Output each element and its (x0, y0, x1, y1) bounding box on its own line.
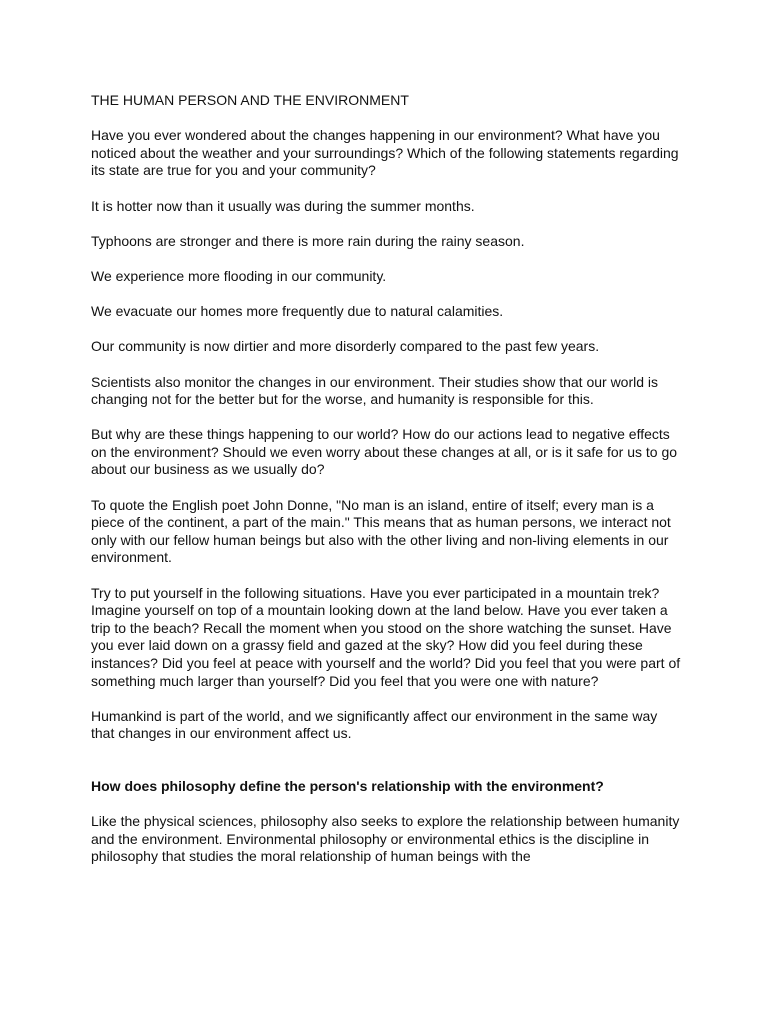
intro-paragraph: Have you ever wondered about the changes happening in our environment? What have you noticed about the weather and your surroundings? Which of the following statements regarding its state are true for you and your community? (91, 127, 679, 179)
statement-item: We experience more flooding in our community. (91, 267, 387, 284)
statement-item: We evacuate our homes more frequently due to natural calamities. (91, 303, 504, 320)
donne-quote-paragraph: To quote the English poet John Donne, "No man is an island, entire of itself; every man is a piece of the continent, a part of the main." This means that as human persons, we interact not only with our fellow human beings but also with the other living and non-living elements in our environment. (91, 496, 671, 566)
statement-item: Typhoons are stronger and there is more rain during the rainy season. (91, 232, 525, 249)
philosophy-paragraph: Like the physical sciences, philosophy also seeks to explore the relationship between humanity and the environment. Environmental philosophy or environmental ethics is the discipline in philosophy that studies the moral relationship of human beings with the (91, 813, 680, 865)
why-paragraph: But why are these things happening to our world? How do our actions lead to negative effects on the environment? Should we even worry about these changes at all, or is it safe for us to go about our business as we usually do? (91, 426, 678, 478)
statement-item: Our community is now dirtier and more disorderly compared to the past few years. (91, 338, 600, 355)
situations-paragraph: Try to put yourself in the following situations. Have you ever participated in a mountain trek? Imagine yourself on top of a mountain looking down at the land below. Have you ever taken a trip to the beach? Recall the moment when you stood on the shore watching the sunset. Have you ever laid down on a grassy field and gazed at the sky? How did you feel during these instances? Did you feel at peace with yourself and the world? Did you feel that you were part of something much larger than yourself? Did you feel that you were one with nature? (91, 584, 681, 689)
statement-item: It is hotter now than it usually was during the summer months. (91, 197, 475, 214)
document-page (91, 92, 681, 884)
section-heading: How does philosophy define the person's relationship with the environment? (91, 777, 604, 794)
document-title: THE HUMAN PERSON AND THE ENVIRONMENT (91, 92, 409, 108)
scientists-paragraph: Scientists also monitor the changes in our environment. Their studies show that our world is changing not for the better but for the worse, and humanity is responsible for this. (91, 373, 659, 408)
humankind-paragraph: Humankind is part of the world, and we significantly affect our environment in the same way that changes in our environment affect us. (91, 707, 658, 742)
